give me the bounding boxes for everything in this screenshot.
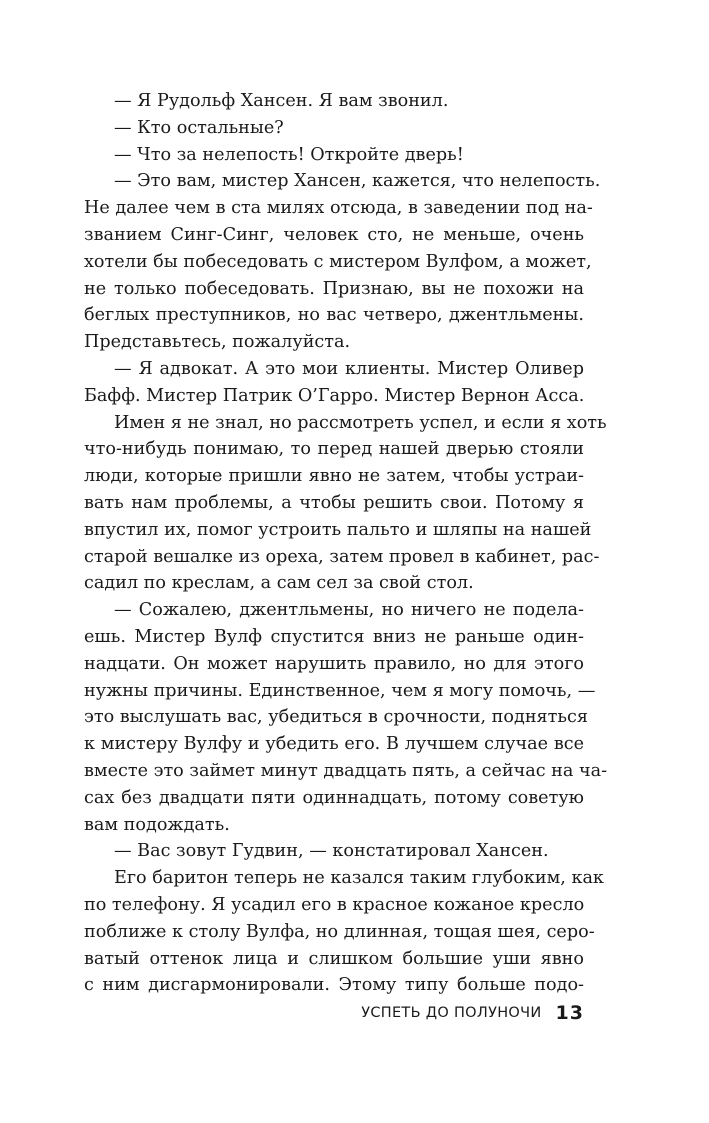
text-line: нужны причины. Единственное, чем я могу помочь, — xyxy=(84,680,596,701)
page-number: 13 xyxy=(555,1002,584,1024)
text-line: садил по креслам, а сам сел за свой стол. xyxy=(84,573,474,594)
text-line: Не далее чем в ста милях отсюда, в заведении под на- xyxy=(84,198,593,219)
text-line: впустил их, помог устроить пальто и шляпы на нашей xyxy=(84,519,592,540)
text-line: Представьтесь, пожалуйста. xyxy=(84,332,351,353)
text-line: ешь. Мистер Вулф спустится вниз не раньше один- xyxy=(84,626,584,647)
text-line: с ним дисгармонировали. Этому типу больше подо- xyxy=(84,975,584,996)
text-line: сах без двадцати пяти одиннадцать, потому советую xyxy=(84,787,584,808)
text-line: старой вешалке из ореха, затем провел в кабинет, рас- xyxy=(84,546,600,567)
text-line: что-нибудь понимаю, то перед нашей дверью стояли xyxy=(84,439,584,460)
text-line: поближе к столу Вулфа, но длинная, тощая шея, серо- xyxy=(84,921,595,942)
text-line: вместе это займет минут двадцать пять, а сейчас на ча- xyxy=(84,760,608,781)
text-line: — Что за нелепость! Откройте дверь! xyxy=(114,144,464,165)
text-line: люди, которые пришли явно не затем, чтобы устраи- xyxy=(84,466,584,487)
text-line: ватый оттенок лица и слишком большие уши явно xyxy=(84,948,584,969)
text-line: — Сожалею, джентльмены, но ничего не подела- xyxy=(114,600,584,621)
text-line: Бафф. Мистер Патрик О’Гарро. Мистер Вернон Асса. xyxy=(84,385,585,406)
running-title: УСПЕТЬ ДО ПОЛУНОЧИ xyxy=(361,1005,542,1021)
text-line: званием Синг-Синг, человек сто, не меньше, очень xyxy=(84,224,584,245)
text-line: — Это вам, мистер Хансен, кажется, что нелепость. xyxy=(114,171,601,192)
text-line: — Вас зовут Гудвин, — констатировал Хансен. xyxy=(114,841,549,862)
text-line: Имен я не знал, но рассмотреть успел, и если я хоть xyxy=(114,412,607,433)
text-line: хотели бы побеседовать с мистером Вулфом, а может, xyxy=(84,251,592,272)
text-line: — Я адвокат. А это мои клиенты. Мистер Оливер xyxy=(114,358,584,379)
text-line: это выслушать вас, убедиться в срочности, подняться xyxy=(84,707,588,728)
text-line: — Кто остальные? xyxy=(114,117,284,138)
text-line: по телефону. Я усадил его в красное кожаное кресло xyxy=(84,894,585,915)
text-line: к мистеру Вулфу и убедить его. В лучшем случае все xyxy=(84,734,584,755)
text-line: вать нам проблемы, а чтобы решить свои. Потому я xyxy=(84,492,584,513)
text-line: не только побеседовать. Признаю, вы не похожи на xyxy=(84,278,584,299)
text-line: беглых преступников, но вас четверо, джентльмены. xyxy=(84,305,584,326)
text-line: надцати. Он может нарушить правило, но для этого xyxy=(84,653,584,674)
text-line: вам подождать. xyxy=(84,814,230,835)
text-line: Его баритон теперь не казался таким глубоким, как xyxy=(114,868,604,889)
body-text xyxy=(84,88,608,999)
text-line: — Я Рудольф Хансен. Я вам звонил. xyxy=(114,91,449,111)
page-footer xyxy=(361,1000,584,1026)
